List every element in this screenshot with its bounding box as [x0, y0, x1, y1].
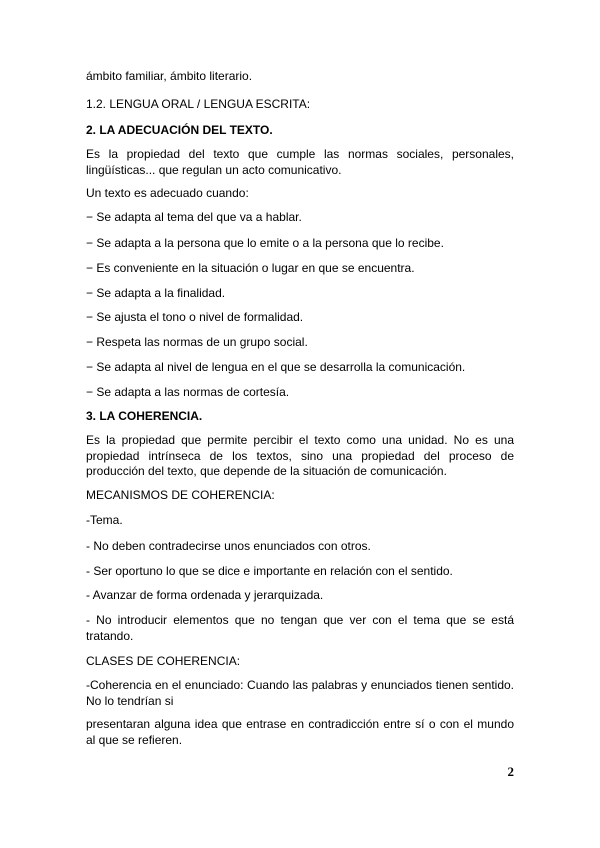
list-item: − Se adapta al tema del que va a hablar.: [86, 210, 302, 224]
list-item: - Ser oportuno lo que se dice e importante en relación con el sentido.: [86, 564, 453, 578]
list-item: -Tema.: [86, 513, 123, 527]
paragraph: ámbito familiar, ámbito literario.: [86, 69, 253, 83]
subsection-heading: MECANISMOS DE COHERENCIA:: [86, 488, 275, 502]
list-item: − Se ajusta el tono o nivel de formalidad.: [86, 310, 304, 324]
paragraph: Un texto es adecuado cuando:: [86, 186, 249, 200]
paragraph: presentaran alguna idea que entrase en contradicción entre sí o con el mundo al que se refieren.: [86, 717, 514, 747]
list-item: − Es conveniente en la situación o lugar en que se encuentra.: [86, 261, 415, 275]
page-number: 2: [507, 764, 514, 779]
paragraph: Es la propiedad del texto que cumple las normas sociales, personales, lingüísticas... que regulan un acto comunicativo.: [86, 147, 514, 177]
subsection-heading: 1.2. LENGUA ORAL / LENGUA ESCRITA:: [86, 97, 311, 111]
list-item: - No deben contradecirse unos enunciados con otros.: [86, 539, 371, 553]
paragraph: Es la propiedad que permite percibir el texto como una unidad. No es una propiedad intrínseca de los textos, sino una propiedad del proceso de producción del texto, que depende de la situación de comunicación.: [86, 433, 514, 478]
list-item: − Respeta las normas de un grupo social.: [86, 335, 308, 349]
subsection-heading: CLASES DE COHERENCIA:: [86, 654, 241, 668]
section-heading: 2. LA ADECUACIÓN DEL TEXTO.: [86, 123, 273, 137]
list-item: − Se adapta al nivel de lengua en el que se desarrolla la comunicación.: [86, 360, 466, 374]
list-item: − Se adapta a la persona que lo emite o a la persona que lo recibe.: [86, 236, 444, 250]
paragraph: -Coherencia en el enunciado: Cuando las palabras y enunciados tienen sentido. No lo tendrían si: [86, 678, 514, 708]
list-item: − Se adapta a la finalidad.: [86, 286, 226, 300]
list-item: − Se adapta a las normas de cortesía.: [86, 385, 290, 399]
section-heading: 3. LA COHERENCIA.: [86, 409, 203, 423]
list-item: - Avanzar de forma ordenada y jerarquizada.: [86, 588, 324, 602]
list-item: - No introducir elementos que no tengan que ver con el tema que se está tratando.: [86, 613, 514, 643]
